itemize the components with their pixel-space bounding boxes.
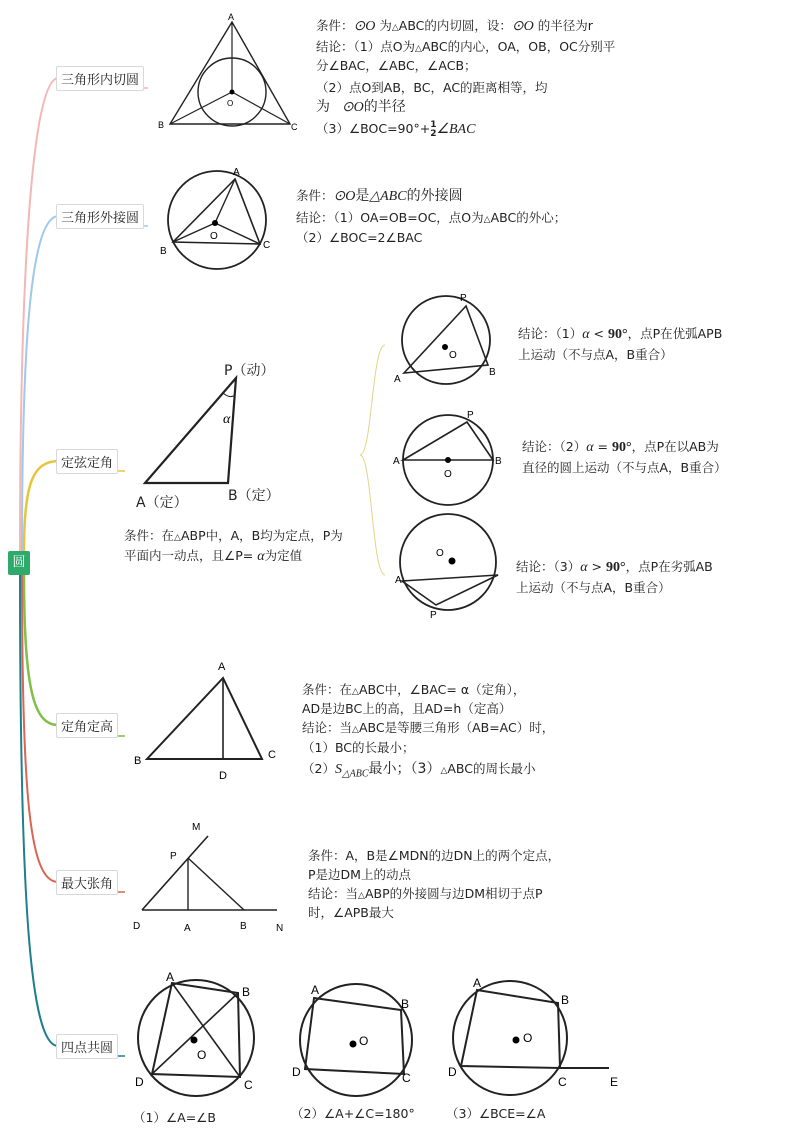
label-b-fixed: B（定） [228, 488, 280, 504]
circum-conclusion-2: （2）∠BOC=2∠BAC [296, 230, 423, 245]
svg-text:C: C [263, 240, 271, 251]
chord-case3-line1: 结论：（3）α > 90°，点P在劣弧AB [516, 559, 713, 575]
svg-text:α: α [223, 412, 231, 427]
incircle-condition: 条件：⊙O 为△ABC的内切圆，设：⊙O 的半径为r [316, 18, 593, 34]
chord-case3-line2: 上运动（不与点A，B重合） [516, 580, 671, 595]
incircle-conclusion-1b: 分∠BAC，∠ABC，∠ACB； [316, 58, 477, 73]
svg-text:C: C [291, 122, 298, 132]
svg-text:O: O [197, 1048, 207, 1062]
svg-text:B: B [495, 456, 502, 467]
svg-text:P: P [460, 293, 467, 304]
svg-text:B: B [134, 755, 142, 767]
incircle-conclusion-2b: 为 ⊙O的半径 [316, 99, 406, 115]
svg-text:D: D [135, 1075, 144, 1089]
svg-text:C: C [244, 1078, 253, 1092]
svg-text:P: P [467, 410, 474, 421]
chord-condition-2: 平面内一动点，且∠P= α为定值 [124, 548, 303, 564]
svg-text:B: B [489, 367, 496, 378]
svg-text:D: D [133, 921, 141, 932]
incircle-conclusion-1: 结论：（1）点O为△ABC的内心，OA，OB，OC分别平 [316, 39, 616, 54]
svg-text:C: C [268, 749, 276, 761]
chord-case3-figure [392, 512, 512, 622]
svg-text:O: O [523, 1031, 533, 1045]
circum-conclusion-1: 结论：（1）OA=OB=OC，点O为△ABC的外心； [296, 210, 567, 225]
svg-text:D: D [448, 1065, 457, 1079]
label-p-moving: P（动） [224, 363, 275, 379]
svg-text:D: D [292, 1065, 301, 1079]
svg-text:B: B [160, 246, 167, 257]
svg-text:O: O [444, 469, 452, 480]
height-condition-2: AD是边BC上的高，且AD=h（定高） [302, 701, 512, 716]
maxangle-condition-1: 条件：A，B是∠MDN的边DN上的两个定点， [308, 848, 561, 863]
circumcircle-figure [155, 160, 285, 275]
svg-text:A: A [228, 12, 235, 22]
branch-fixed-angle-height[interactable]: 定角定高 [56, 713, 118, 738]
maxangle-conclusion-1: 结论：当△ABP的外接圆与边DM相切于点P [308, 886, 543, 901]
fourpt-caption-1: （1）∠A=∠B [133, 1110, 216, 1125]
branch-max-angle[interactable]: 最大张角 [56, 870, 118, 895]
svg-text:O: O [449, 350, 457, 361]
incircle-conclusion-2: （2）点O到AB，BC，AC的距离相等，均 [316, 80, 548, 95]
fourpt-figure-2 [288, 978, 438, 1098]
svg-text:C: C [402, 1071, 411, 1085]
fourpt-caption-2: （2）∠A+∠C=180° [291, 1106, 415, 1121]
svg-text:A: A [218, 661, 226, 673]
branch-line-height [24, 575, 58, 725]
svg-text:A: A [394, 374, 401, 385]
svg-text:A: A [393, 456, 400, 467]
fourpt-figure-3 [442, 972, 622, 1097]
chord-case2-line2: 直径的圆上运动（不与点A，B重合） [522, 460, 727, 475]
maxangle-conclusion-2: 时，∠APB最大 [308, 905, 394, 920]
chord-case1-line2: 上运动（不与点A，B重合） [518, 347, 673, 362]
height-triangle-figure [130, 655, 290, 785]
maxangle-condition-2: P是边DM上的动点 [308, 867, 411, 882]
svg-text:A: A [473, 976, 482, 990]
fourpt-figure-1 [130, 970, 270, 1100]
chord-case1-line1: 结论：（1）α < 90°，点P在优弧APB [518, 326, 723, 342]
svg-text:A: A [395, 575, 402, 586]
svg-text:A: A [311, 983, 320, 997]
branch-line-chord [24, 461, 58, 551]
branch-four-points[interactable]: 四点共圆 [56, 1034, 118, 1059]
incircle-conclusion-3: （3）∠BOC=90°+1 2∠BAC [316, 119, 476, 139]
circum-condition: 条件：⊙O是△ABC的外接圆 [296, 188, 463, 204]
height-condition-1: 条件：在△ABC中，∠BAC= α（定角）， [302, 682, 526, 697]
svg-text:O: O [359, 1034, 369, 1048]
height-conclusion-2: $(2)S_{\triangle ABC}$最小；（3）△ABC的周长最小 [302, 761, 536, 780]
chord-case2-line1: 结论：（2）α = 90°，点P在以AB为 [522, 439, 719, 455]
branch-line-maxangle [22, 575, 58, 882]
svg-text:E: E [610, 1075, 619, 1089]
svg-text:A: A [184, 923, 191, 934]
svg-text:P: P [170, 851, 177, 862]
svg-text:B: B [158, 120, 165, 130]
branch-incircle[interactable]: 三角形内切圆 [56, 66, 144, 91]
incircle-figure [150, 10, 310, 135]
fourpt-caption-3: （3）∠BCE=∠A [446, 1106, 546, 1121]
svg-text:D: D [219, 770, 227, 782]
branch-circumcircle[interactable]: 三角形外接圆 [56, 204, 144, 229]
svg-text:O: O [227, 99, 234, 108]
svg-text:P: P [430, 610, 437, 621]
svg-text:A: A [233, 167, 240, 178]
chord-case2-figure [392, 408, 512, 508]
height-conclusion-1: （1）BC的长最小； [302, 740, 415, 755]
svg-text:A: A [166, 970, 175, 984]
svg-text:M: M [192, 822, 201, 833]
chord-condition-1: 条件：在△ABP中，A，B均为定点，P为 [124, 528, 343, 543]
height-conclusion: 结论：当△ABC是等腰三角形（AB=AC）时， [302, 720, 555, 735]
root-node[interactable]: 圆 [8, 551, 30, 575]
svg-text:C: C [558, 1075, 567, 1089]
svg-text:B: B [561, 993, 570, 1007]
svg-text:O: O [210, 231, 218, 242]
branch-line-incircle [20, 78, 58, 551]
maxangle-figure [130, 815, 300, 935]
label-a-fixed: A（定） [136, 495, 188, 511]
branch-fixed-chord-angle[interactable]: 定弦定角 [56, 449, 118, 474]
svg-text:B: B [401, 997, 410, 1011]
svg-text:B: B [240, 921, 247, 932]
svg-text:N: N [276, 923, 284, 934]
chord-case1-figure [392, 290, 512, 390]
svg-text:O: O [436, 548, 444, 559]
svg-text:B: B [242, 985, 251, 999]
